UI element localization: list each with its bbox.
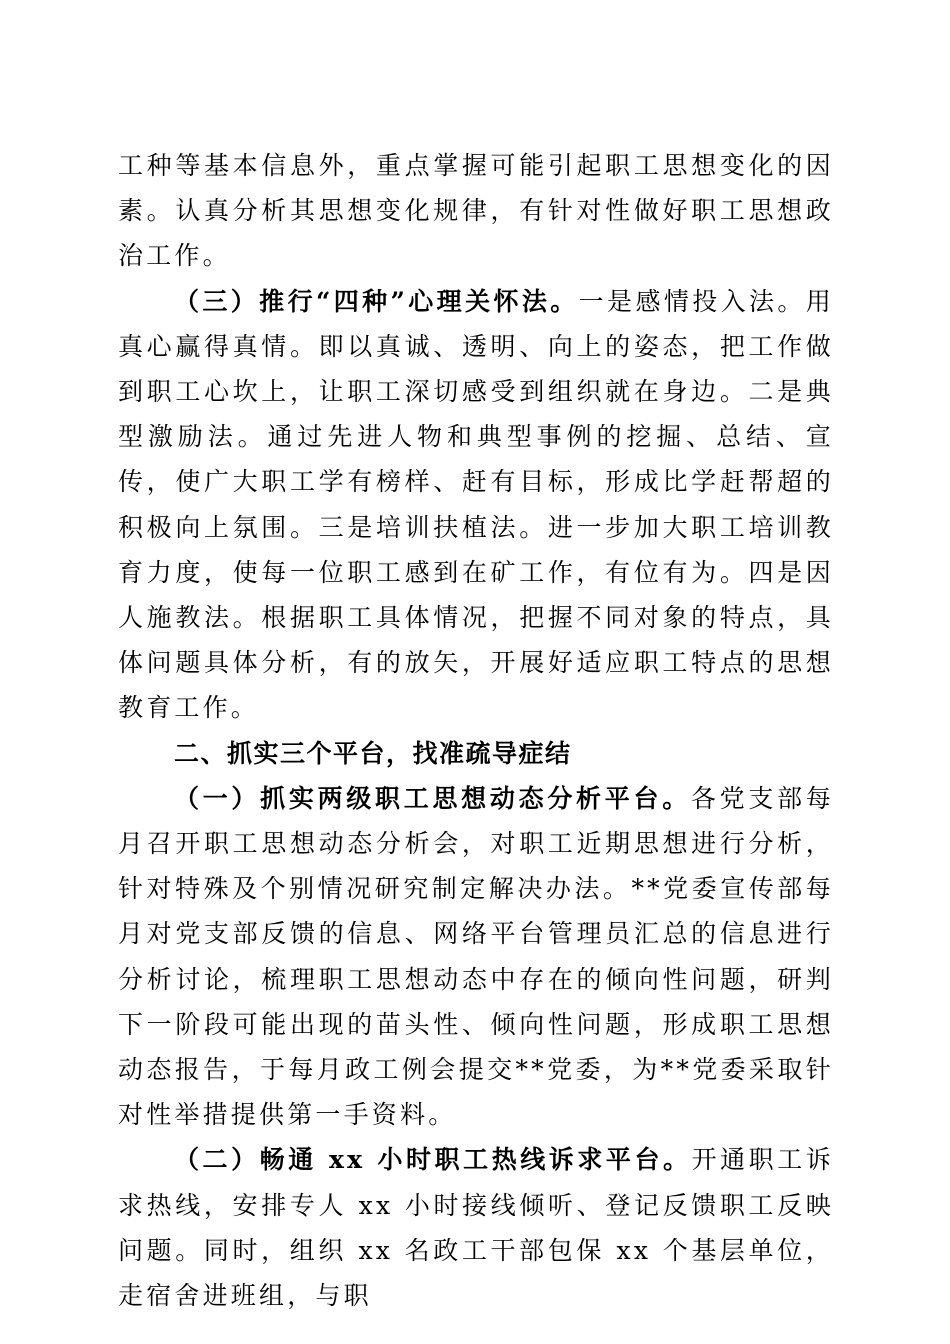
paragraph-lead: （一）抓实两级职工思想动态分析平台。: [174, 783, 691, 813]
paragraph-hotline-platform: [118, 1137, 834, 1318]
paragraph-text: 开通职工诉求热线，安排专人 xx 小时接线倾听、登记反馈职工反映问题。同时，组织 xx 名政工干部包保 xx 个基层单位，走宿舍进班组，与职: [118, 1145, 834, 1311]
paragraph-text: 各党支部每月召开职工思想动态分析会，对职工近期思想进行分析，针对特殊及个别情况研究制定解决办法。**党委宣传部每月对党支部反馈的信息、网络平台管理员汇总的信息进行分析讨论，梳理职工思想动态中存在的倾向性问题，研判下一阶段可能出现的苗头性、倾向性问题，形成职工思想动态报告，于每月政工例会提交**党委，为**党委采取针对性举措提供第一手资料。: [118, 783, 834, 1130]
paragraph-text: 一是感情投入法。用真心赢得真情。即以真诚、透明、向上的姿态，把工作做到职工心坎上，让职工深切感受到组织就在身边。二是典型激励法。通过先进人物和典型事例的挖掘、总结、宣传，使广大职工学有榜样、赶有目标，形成比学赶帮超的积极向上氛围。三是培训扶植法。进一步加大职工培训教育力度，使每一位职工感到在矿工作，有位有为。四是因人施教法。根据职工具体情况，把握不同对象的特点，具体问题具体分析，有的放矢，开展好适应职工特点的思想教育工作。: [118, 286, 834, 723]
paragraph-lead: （三）推行“四种”心理关怀法。: [174, 286, 579, 316]
paragraph-analysis-platform: [118, 776, 834, 1138]
paragraph-continuation: [118, 143, 834, 279]
paragraph-text: 工种等基本信息外，重点掌握可能引起职工思想变化的因素。认真分析其思想变化规律，有针对性做好职工思想政治工作。: [118, 151, 834, 271]
paragraph-psychological-care: [118, 279, 834, 731]
paragraph-lead: （二）畅通 xx 小时职工热线诉求平台。: [174, 1145, 692, 1175]
section-heading: 二、抓实三个平台，找准疏导症结: [174, 738, 572, 768]
document-body: [118, 143, 834, 1318]
